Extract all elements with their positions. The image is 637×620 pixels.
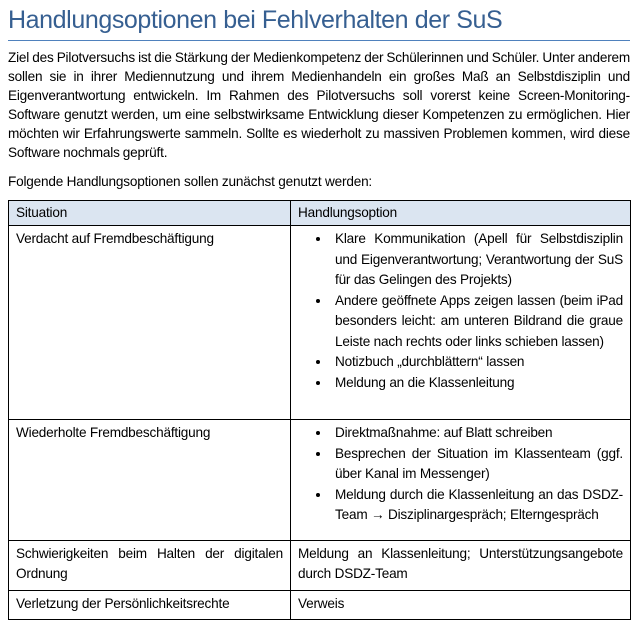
table-row: [9, 420, 631, 541]
table-header-row: [9, 201, 631, 226]
handlungsoptionen-table: [8, 200, 631, 620]
option-item: • Meldung an die Klassenleitung: [331, 373, 623, 394]
options-bullet-list: [298, 229, 623, 393]
situation-cell: Verletzung der Persönlichkeitsrechte: [9, 590, 291, 620]
table-row: [9, 540, 631, 590]
option-item: • Besprechen der Situation im Klassenteam (ggf. über Kanal im Messenger): [331, 444, 623, 485]
option-item: • Klare Kommunikation (Apell für Selbstdisziplin und Eigenverantwortung; Verantwortung der SuS für das Gelingen des Projekts): [331, 229, 623, 291]
situation-cell: Verdacht auf Fremdbeschäftigung: [9, 226, 291, 420]
column-header-handlungsoption: Handlungsoption: [291, 201, 631, 226]
situation-cell: Wiederholte Fremdbeschäftigung: [9, 420, 291, 541]
table-row: [9, 590, 631, 620]
option-item: • Direktmaßnahme: auf Blatt schreiben: [331, 423, 623, 444]
column-header-situation: Situation: [9, 201, 291, 226]
handlungsoption-cell: Meldung an Klassenleitung; Unterstützungsangebote durch DSDZ-Team: [291, 540, 631, 590]
option-item: • Notizbuch „durchblättern“ lassen: [331, 352, 623, 373]
table-row: [9, 226, 631, 420]
option-item: • Meldung durch die Klassenleitung an das DSDZ-Team → Disziplinargespräch; Elterngespräch: [331, 485, 623, 526]
options-bullet-list: [298, 423, 623, 526]
handlungsoption-cell: [291, 226, 631, 420]
page-title: Handlungsoptionen bei Fehlverhalten der SuS: [8, 4, 630, 41]
handlungsoption-cell: [291, 420, 631, 541]
table-lead-line: Folgende Handlungsoptionen sollen zunächst genutzt werden:: [8, 174, 373, 189]
handlungsoption-cell: Verweis: [291, 590, 631, 620]
option-item: • Andere geöffnete Apps zeigen lassen (beim iPad besonders leicht: am unteren Bildrand die graue Leiste nach rechts oder links schieben lassen): [331, 291, 623, 353]
situation-cell: Schwierigkeiten beim Halten der digitalen Ordnung: [9, 540, 291, 590]
intro-paragraph: Ziel des Pilotversuchs ist die Stärkung der Medienkompetenz der Schülerinnen und Schüler. Unter anderem sollen sie in ihrer Mediennutzung und ihrem Medienhandeln ein großes Maß an Selbstdisziplin und Eigenverantwortung entwickeln. Im Rahmen des Pilotversuchs soll vorerst keine Screen-Monitoring-Software genutzt werden, um eine selbstwirksame Entwicklung dieser Kompetenzen zu ermöglichen. Hier möchten wir Erfahrungswerte sammeln. Sollte es wiederholt zu massiven Problemen kommen, wird diese Software nochmals geprüft.: [8, 50, 630, 160]
